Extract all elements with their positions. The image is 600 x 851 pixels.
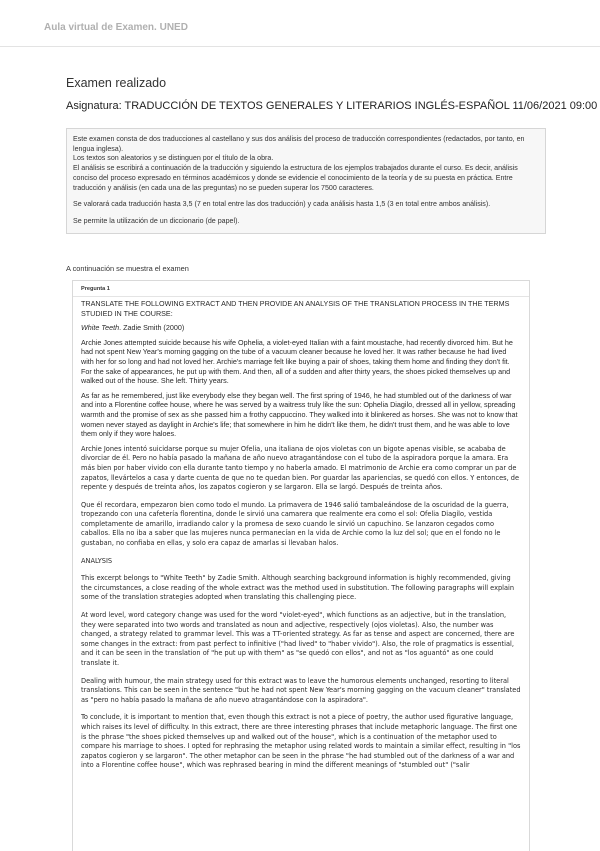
source-paragraph-2: As far as he remembered, just like everybody else they began well. The first spring of 1946, he had stumbled out of the darkness of war and into a Florentine coffee house, where he was served by a waitress truly like the sun: Ophelia Diagilo, dressed all in yellow, spreading warmth and the promise of sex as she passed him a frothy cappuccino. They walked into it blinkered as horses. She was not to know that women never stayed as daylight in Archie's life; that somewhere in him he didn't like them, he didn't trust them, and he was able to love them only if they wore haloes. — [81, 390, 518, 439]
instructions-para-4: Se valorará cada traducción hasta 3,5 (7 en total entre las dos traducción) y cada análisis hasta 1,5 (3 en total entre ambos análisis). — [73, 200, 491, 209]
exam-instructions — [66, 128, 546, 234]
site-title[interactable]: Aula virtual de Examen. UNED — [44, 22, 188, 33]
work-title: White Teeth — [81, 323, 120, 333]
header-divider — [0, 46, 600, 47]
instructions-para-3: El análisis se escribirá a continuación de la traducción y siguiendo la estructura de los ejemplos trabajados durante el curso. Es decir, análisis conciso del proceso expresado en términos académicos y donde se evidencie el conocimiento de la teoría y de su puesta en práctica. Entre traducción y análisis (en cada una de las preguntas) no se pueden superar los 7500 caracteres. — [73, 164, 518, 192]
question-body — [81, 299, 521, 779]
work-reference — [81, 323, 521, 333]
instructions-para-1: Este examen consta de dos traducciones al castellano y sus dos análisis del proceso de traducción correspondientes (redactados, por tanto, en lengua inglesa). — [73, 135, 525, 153]
subject-heading: Asignatura: TRADUCCIÓN DE TEXTOS GENERALES Y LITERARIOS INGLÉS-ESPAÑOL 11/06/2021 09:00 — [66, 100, 598, 112]
question-prompt: TRANSLATE THE FOLLOWING EXTRACT AND THEN PROVIDE AN ANALYSIS OF THE TRANSLATION PROCESS IN THE TERMS STUDIED IN THE COURSE: — [81, 299, 510, 318]
source-paragraph-1: Archie Jones attempted suicide because his wife Ophelia, a violet-eyed Italian with a faint moustache, had recently divorced him. But he had not spent New Year's morning gagging on the tube of a vacuum cleaner because he loved her. It was rather because he had lived with her for so long and had not loved her. Archie's marriage felt like buying a pair of shoes, taking them home and finding they don't fit. For the sake of appearances, he put up with them. And then, all of a sudden and after thirty years, the shoes picked themselves up and walked out of the house. She left. Thirty years. — [81, 337, 513, 386]
translation-paragraph-1: Archie Jones intentó suicidarse porque su mujer Ofelia, una italiana de ojos violetas con un bigote apenas visible, se acababa de divorciar de él. Pero no había pasado la mañana de año nuevo atragantándose con el tubo de la aspiradora porque la amara. Era más bien por haber vivido con ella durante tanto tiempo y no haberla amado. El matrimonio de Archie era como comprar un par de zapatos, llevártelos a casa y darte cuenta de que no te quedan bien. Por guardar las apariencias, se quedó con ellos. Y entonces, de repente y después de treinta años, los zapatos cogieron y se largaron. Ella se largó. Después de treinta años. — [81, 444, 520, 492]
page-title: Examen realizado — [66, 76, 167, 90]
analysis-paragraph-1: This excerpt belongs to "White Teeth" by Zadie Smith. Although searching background information is highly recommended, giving the circumstances, a close reading of the whole extract was the method used in substitution. The following paragraphs will explain some of the translation strategies adopted when translating this challenging piece. — [81, 574, 515, 602]
instructions-para-5: Se permite la utilización de un diccionario (de papel). — [73, 216, 240, 225]
instructions-para-2: Los textos son aleatorios y se distinguen por el título de la obra. — [73, 154, 274, 163]
question-card — [72, 280, 530, 851]
analysis-paragraph-2: At word level, word category change was used for the word "violet-eyed", which functions as an adjective, but in the translation, they were separated into two words and translated as noun and adjective, respectively (ojos violetas). Also, the number was changed, a strategy related to grammar level. This was a TT-oriented strategy. As far as tense and aspect are concerned, there are some changes in the extract: from past perfect to infinitive ("had lived" to "haber vivido"). Also, the role of pragmatics is essential, and it can be seen in the translation of "he put up with them" as "se quedó con ellos", and not as "los aguantó" as one could translate it. — [81, 611, 515, 667]
translation-paragraph-2: Que él recordara, empezaron bien como todo el mundo. La primavera de 1946 salió tambaleándose de la oscuridad de la guerra, tropezando con una cafetería florentina, donde le sirvió una camarera que realmente era como el sol: Ofelia Diagilo, vestida completamente de amarillo, irradiando calor y la promesa de sexo cuando le sirvió un capuchino. Se lanzaron cegados como caballos. Ella no iba a saber que las mujeres nunca permanecían en la vida de Archie como la luz del sol; que en el fondo no le gustaban, no confiaba en ellas, y solo era capaz de amarlas si llevaban halos. — [81, 500, 509, 548]
analysis-paragraph-4: To conclude, it is important to mention that, even though this extract is not a piece of poetry, the author used figurative language, which raises its level of difficulty. In this extract, there are three interesting phrases that include metaphoric language. The first one is the phrase "the shoes picked themselves up and walked out of the house", which is a continuation of the metaphor used to compare his marriage to shoes. I opted for rephrasing the metaphor using related words to maintain a similar effect, resulting in "los zapatos cogieron y se largaron". The other metaphor can be seen in the phrase "he had stumbled out of the darkness of a war and into a Florentine coffee house", which was rephrased bearing in mind the different meanings of "stumbled out" ("salir — [81, 713, 521, 770]
analysis-paragraph-3: Dealing with humour, the main strategy used for this extract was to leave the humorous elements unchanged, resorting to literal translations. This can be seen in the sentence "but he had not spent New Year's morning gagging on the vacuum cleaner" translated as "pero no había pasado la mañana de año nuevo atragantándose con la aspiradora". — [81, 676, 521, 704]
answer-text — [81, 445, 521, 771]
exam-intro: A continuación se muestra el examen — [66, 264, 189, 273]
work-author: . Zadie Smith (2000) — [119, 323, 185, 333]
question-label: Pregunta 1 — [73, 281, 529, 297]
analysis-heading: ANALYSIS — [81, 556, 113, 565]
